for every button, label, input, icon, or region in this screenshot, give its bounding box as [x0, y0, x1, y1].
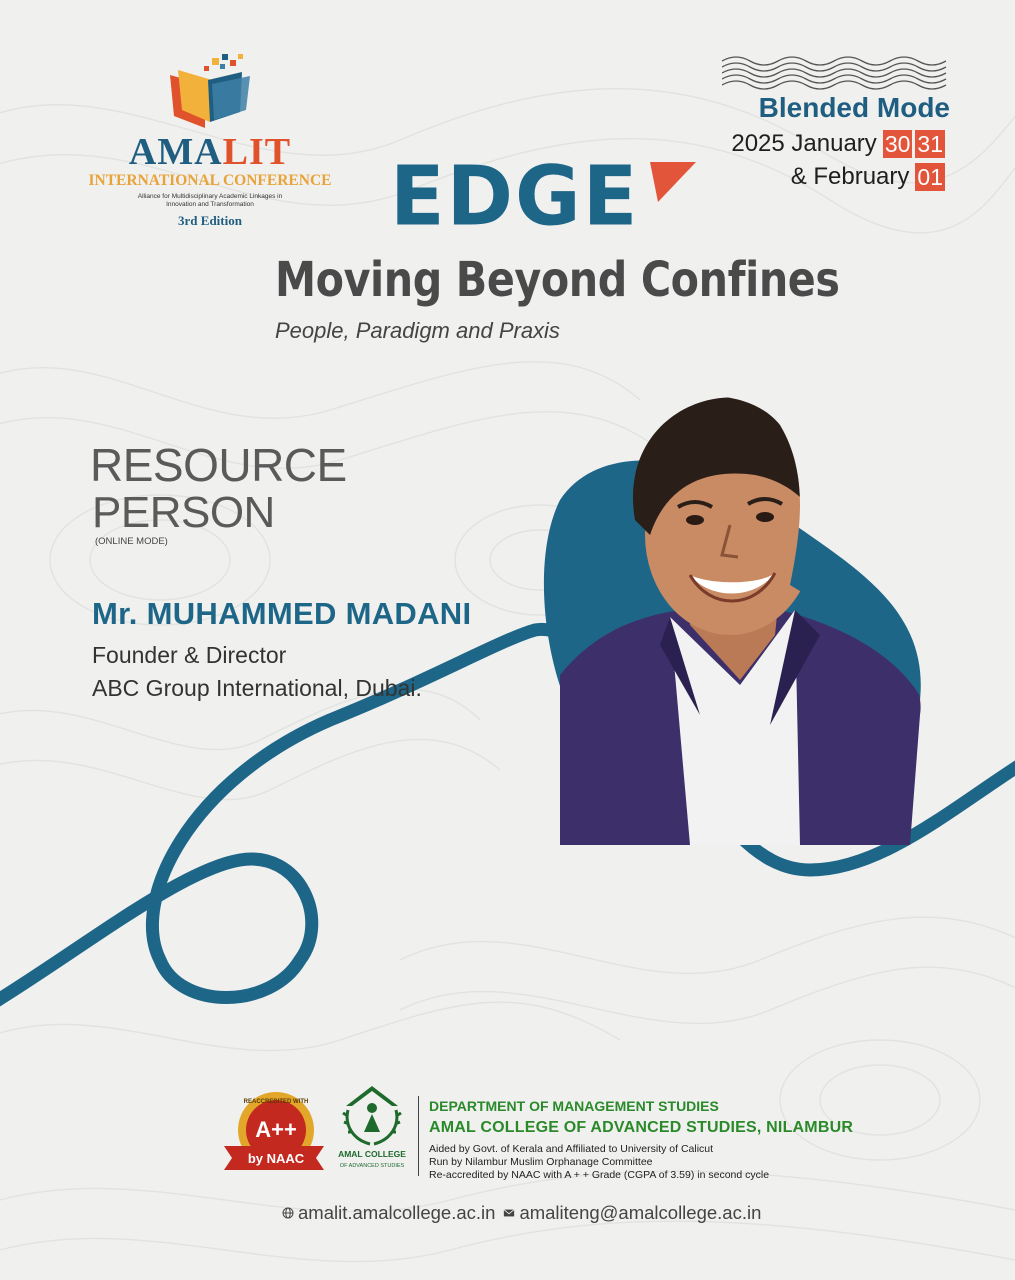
college-note: Re-accredited by NAAC with A + + Grade (CGPA of 3.59) in second cycle [429, 1169, 770, 1181]
speaker-role: Founder & Director [92, 642, 287, 668]
email-link[interactable]: amaliteng@amalcollege.ac.in [519, 1202, 762, 1223]
naac-badge-top-text: REACCREDITED WITH [243, 1099, 309, 1105]
naac-badge-icon [220, 1088, 330, 1178]
theme-subtitle: People, Paradigm and Praxis [275, 318, 560, 343]
conference-subtitle: INTERNATIONAL CONFERENCE [88, 172, 332, 189]
contact-line [282, 1202, 761, 1224]
college-name: AMAL COLLEGE OF ADVANCED STUDIES, NILAMBUR [429, 1119, 854, 1136]
speaker-organization: ABC Group International, Dubai. [92, 675, 422, 701]
emblem-name: AMAL COLLEGE [338, 1149, 406, 1159]
resource-heading-line1: RESOURCE [90, 439, 347, 491]
college-emblem [332, 1082, 412, 1172]
theme-title: Moving Beyond Confines [275, 252, 840, 308]
edge-wordmark: EDGE [390, 149, 640, 244]
globe-icon [282, 1207, 294, 1219]
speaker-photo [540, 385, 930, 845]
college-note: Aided by Govt. of Kerala and Affiliated to University of Calicut [429, 1143, 714, 1155]
website-link[interactable]: amalit.amalcollege.ac.in [298, 1202, 496, 1223]
resource-mode-note: (ONLINE MODE) [95, 536, 168, 547]
amalit-wordmark: AMALIT [128, 131, 292, 173]
event-mode: Blended Mode [758, 92, 950, 123]
date-day: 01 [917, 164, 943, 190]
footer-divider [418, 1096, 419, 1176]
emblem-subtitle: OF ADVANCED STUDIES [339, 1163, 405, 1169]
edition-label: 3rd Edition [178, 213, 242, 228]
college-note: Run by Nilambur Muslim Orphanage Committee [429, 1156, 653, 1168]
date-day: 31 [917, 131, 943, 157]
date-month-january: 2025 January [731, 130, 877, 157]
date-month-february: & February [790, 163, 910, 190]
department-name: DEPARTMENT OF MANAGEMENT STUDIES [429, 1098, 719, 1114]
alliance-text: Alliance for Multidisciplinary Academic Linkages in Innovation and Transformation [137, 193, 283, 208]
resource-heading-line2: PERSON [92, 488, 275, 537]
mail-icon [503, 1207, 515, 1219]
naac-by-text: by NAAC [247, 1151, 305, 1166]
college-emblem-icon [340, 1082, 404, 1148]
date-day: 30 [884, 131, 911, 157]
naac-grade: A++ [255, 1117, 297, 1142]
speaker-name: Mr. MUHAMMED MADANI [92, 596, 472, 631]
